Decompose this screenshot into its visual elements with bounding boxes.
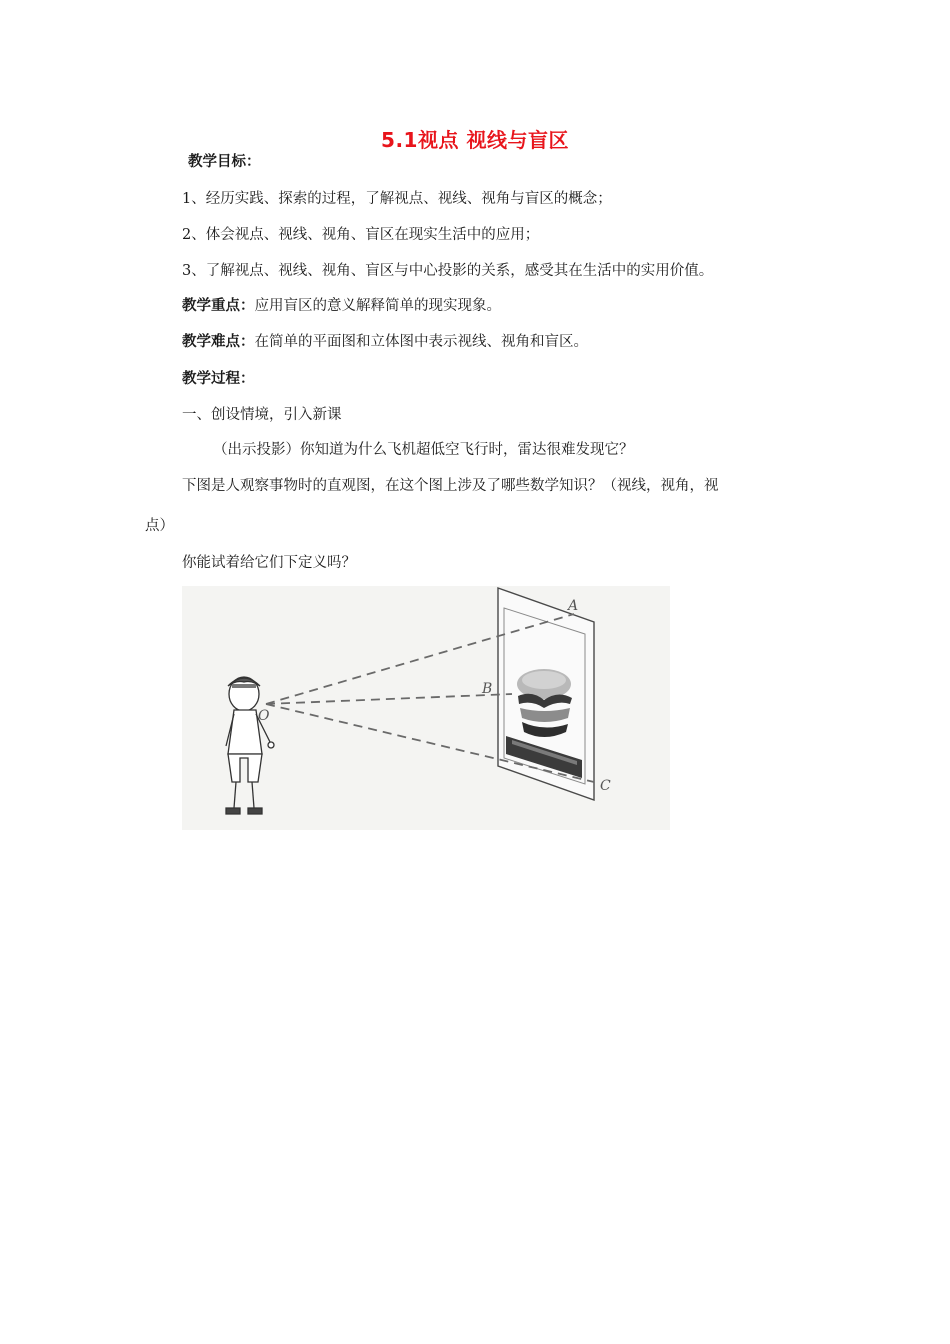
sight-line-diagram [182, 586, 670, 830]
difficulty-label: 教学难点： [182, 334, 255, 350]
sight-line-figure [182, 586, 670, 830]
page-title: 5.1视点 视线与盲区 [381, 128, 569, 152]
objective-item-1: 1、经历实践、探索的过程，了解视点、视线、视角与盲区的概念； [182, 191, 612, 207]
objective-item-3: 3、了解视点、视线、视角、盲区与中心投影的关系，感受其在生活中的实用价值。 [182, 263, 714, 279]
key-point [182, 296, 501, 316]
label-b: B [482, 681, 493, 697]
label-o: O [258, 708, 270, 724]
paragraph-1: （出示投影）你知道为什么飞机超低空飞行时，雷达很难发现它？ [213, 442, 634, 458]
section-1-heading: 一、创设情境，引入新课 [182, 407, 342, 423]
objective-item-2: 2、体会视点、视线、视角、盲区在现实生活中的应用； [182, 227, 540, 243]
difficulty-text: 在简单的平面图和立体图中表示视线、视角和盲区。 [254, 334, 588, 350]
figure-background [182, 586, 670, 830]
paragraph-2-line-1: 下图是人观察事物时的直观图，在这个图上涉及了哪些数学知识？（视线，视角，视 [182, 478, 719, 494]
paragraph-2-line-2: 点） [145, 518, 174, 534]
label-c: C [600, 778, 611, 794]
difficulty [182, 332, 588, 352]
process-heading: 教学过程： [182, 371, 255, 387]
paragraph-3: 你能试着给它们下定义吗？ [182, 555, 356, 571]
key-point-label: 教学重点： [182, 298, 255, 314]
label-a: A [568, 598, 579, 614]
key-point-text: 应用盲区的意义解释简单的现实现象。 [254, 298, 501, 314]
objectives-heading: 教学目标： [188, 154, 261, 170]
